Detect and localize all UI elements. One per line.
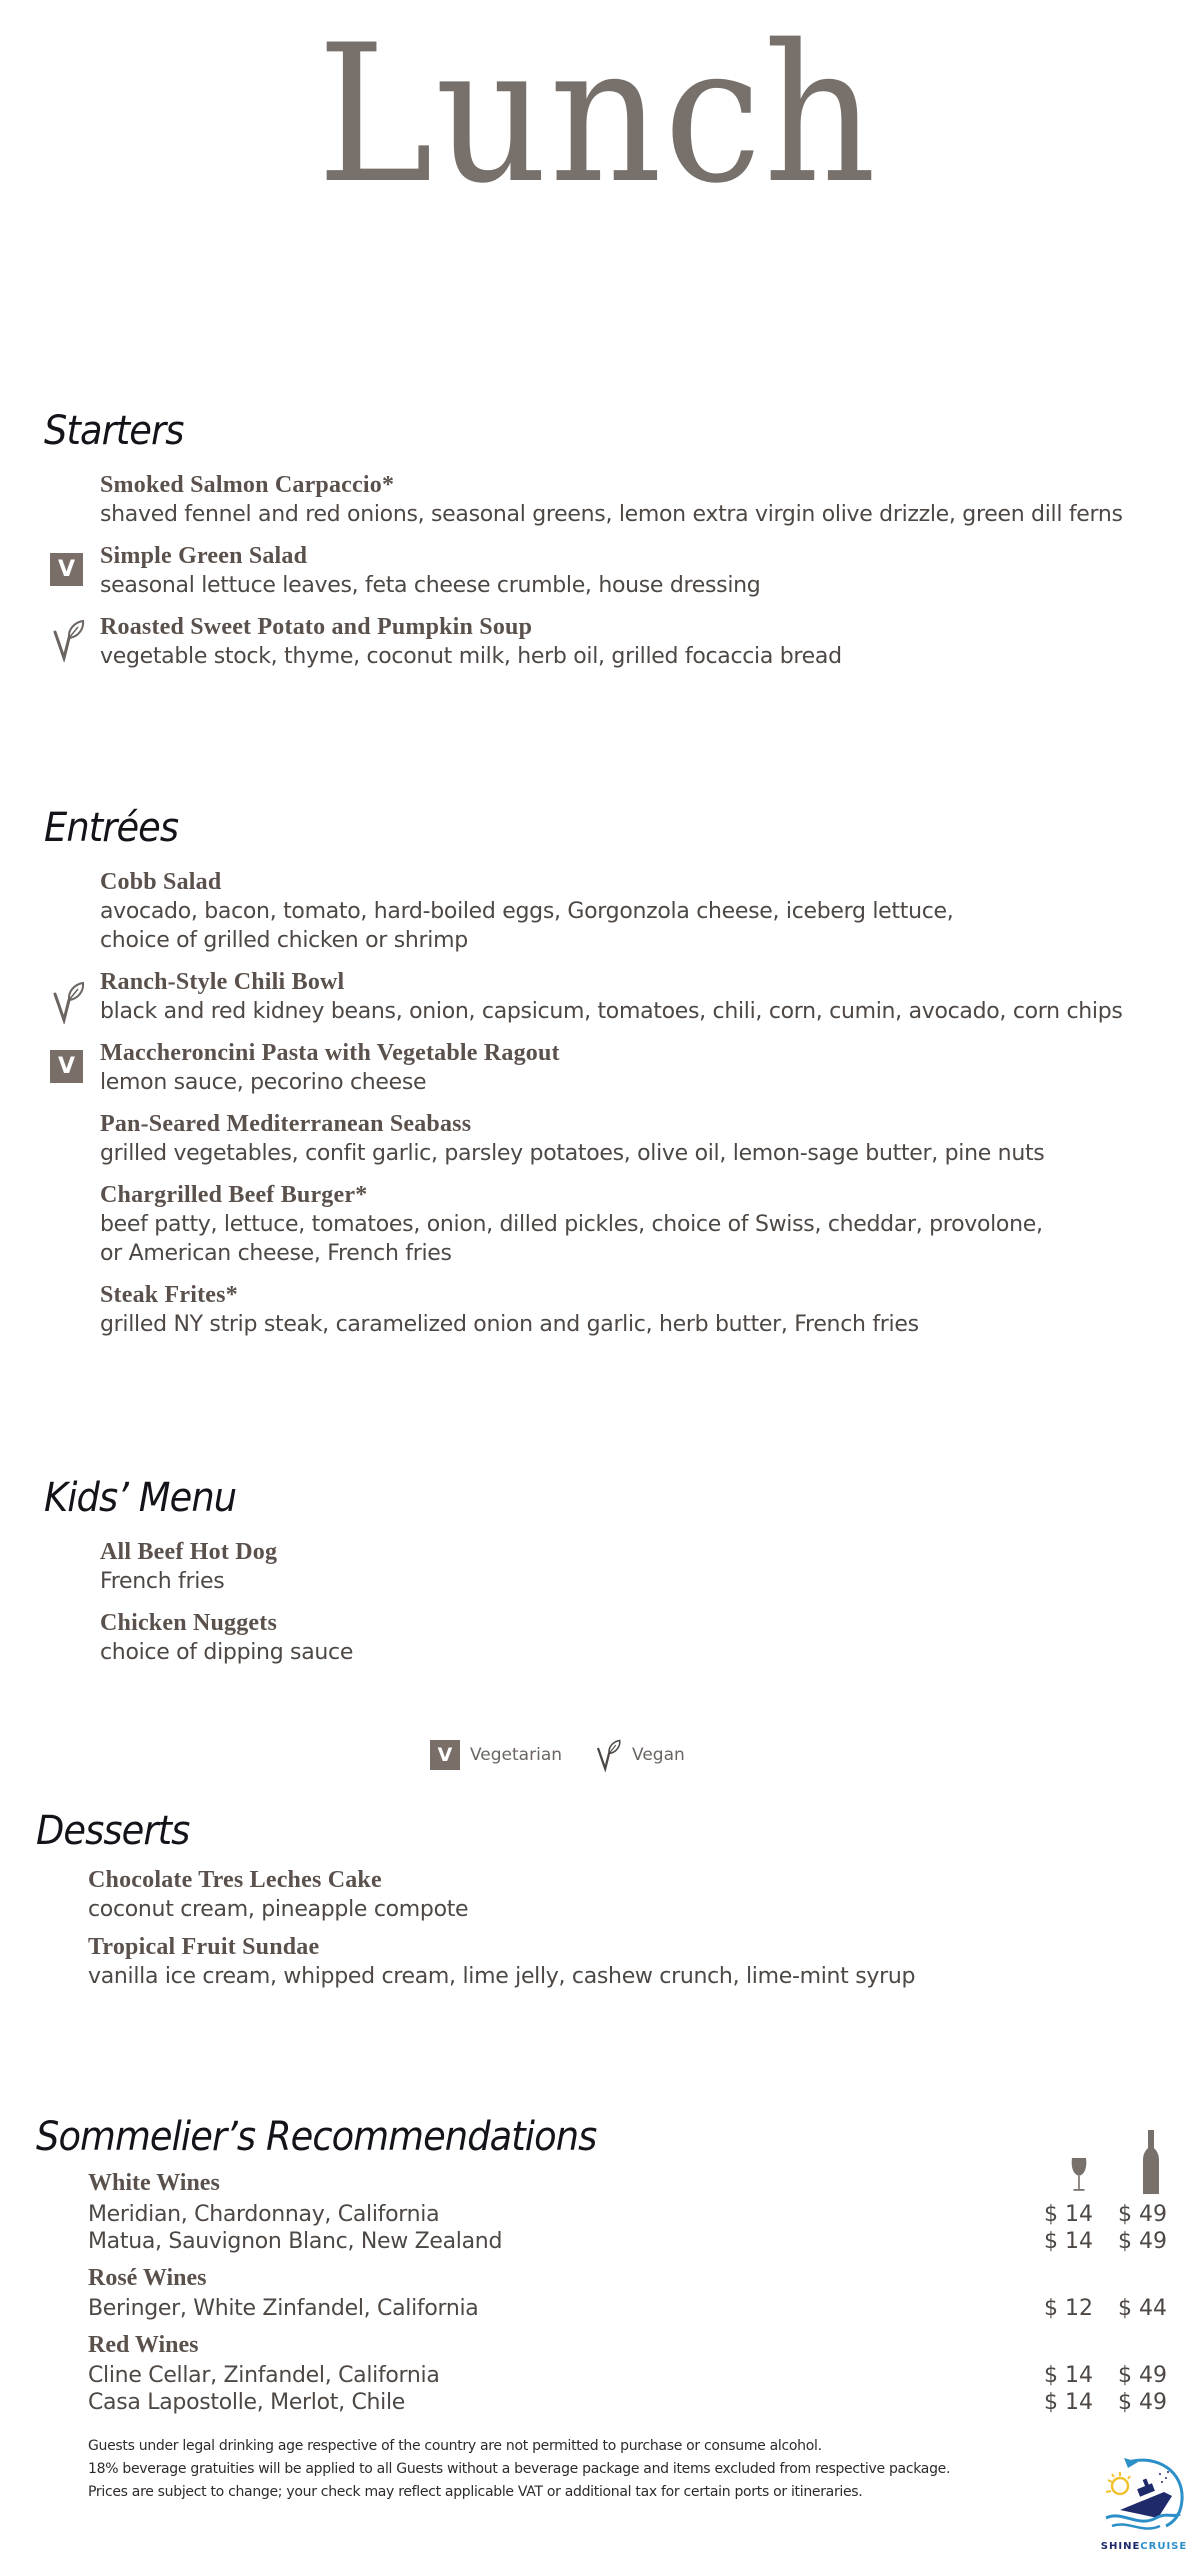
menu-item xyxy=(88,1932,915,1991)
section-heading-entrees: Entrées xyxy=(44,805,179,851)
section-heading-desserts: Desserts xyxy=(36,1808,190,1854)
item-description: lemon sauce, pecorino cheese xyxy=(100,1070,427,1095)
item-description: avocado, bacon, tomato, hard-boiled eggs, Gorgonzola cheese, iceberg lettuce, xyxy=(100,899,954,924)
bottle-price: $ 49 xyxy=(1118,2363,1167,2388)
item-name: Steak Frites* xyxy=(100,1282,238,1308)
item-name: Chicken Nuggets xyxy=(100,1610,278,1636)
menu-item xyxy=(100,1280,919,1339)
logo-word-cruise: CRUISE xyxy=(1140,2541,1188,2552)
wine-row xyxy=(88,2201,1168,2229)
shine-cruise-logo xyxy=(1098,2452,1190,2552)
note-line: Prices are subject to change; your check may reflect applicable VAT or additional tax for certain ports or itineraries. xyxy=(88,2484,863,2500)
logo-wordmark xyxy=(1098,2541,1190,2552)
menu-item xyxy=(100,1537,277,1596)
item-description: vegetable stock, thyme, coconut milk, herb oil, grilled focaccia bread xyxy=(100,644,842,669)
wine-row xyxy=(88,2362,1168,2390)
wine-category: White Wines xyxy=(88,2170,220,2196)
section-heading-starters: Starters xyxy=(44,408,184,454)
bottle-price: $ 49 xyxy=(1118,2202,1167,2227)
wine-name: Beringer, White Zinfandel, California xyxy=(88,2296,479,2321)
wine-name: Cline Cellar, Zinfandel, California xyxy=(88,2363,440,2388)
glass-price: $ 14 xyxy=(1044,2229,1093,2254)
item-name: Simple Green Salad xyxy=(100,543,308,569)
vegetarian-badge-icon: V xyxy=(430,1740,460,1770)
bottle-price: $ 49 xyxy=(1118,2229,1167,2254)
item-description: shaved fennel and red onions, seasonal greens, lemon extra virgin olive drizzle, green dill ferns xyxy=(100,502,1123,527)
item-description: beef patty, lettuce, tomatoes, onion, dilled pickles, choice of Swiss, cheddar, provolone, xyxy=(100,1212,1043,1237)
legend-vegetarian-label: Vegetarian xyxy=(470,1745,563,1765)
menu-item xyxy=(100,1109,1044,1168)
menu-item xyxy=(88,1865,468,1924)
menu-item xyxy=(100,470,1123,529)
item-description: French fries xyxy=(100,1569,225,1594)
glass-price: $ 14 xyxy=(1044,2390,1093,2415)
wine-row xyxy=(88,2228,1168,2256)
item-name: Roasted Sweet Potato and Pumpkin Soup xyxy=(100,614,533,640)
note-line: 18% beverage gratuities will be applied to all Guests without a beverage package and items excluded from respective package. xyxy=(88,2461,951,2477)
bottle-price: $ 49 xyxy=(1118,2390,1167,2415)
vegetarian-badge-icon: V xyxy=(50,553,83,586)
item-name: Chocolate Tres Leches Cake xyxy=(88,1867,382,1893)
menu-item xyxy=(100,1608,353,1667)
glass-price: $ 14 xyxy=(1044,2363,1093,2388)
wine-name: Meridian, Chardonnay, California xyxy=(88,2202,440,2227)
item-description: coconut cream, pineapple compote xyxy=(88,1897,469,1922)
item-description: vanilla ice cream, whipped cream, lime jelly, cashew crunch, lime-mint syrup xyxy=(88,1964,916,1989)
menu-item xyxy=(100,1038,560,1097)
item-name: Chargrilled Beef Burger* xyxy=(100,1182,368,1208)
item-description-continued: or American cheese, French fries xyxy=(100,1241,452,1266)
cruise-ship-icon xyxy=(1098,2452,1190,2534)
logo-word-shine: SHINE xyxy=(1100,2541,1141,2552)
menu-item xyxy=(100,967,1123,1026)
wine-category: Red Wines xyxy=(88,2332,199,2358)
item-name: Cobb Salad xyxy=(100,869,222,895)
wine-glass-icon xyxy=(1070,2157,1088,2193)
vegan-leaf-icon xyxy=(52,980,86,1024)
item-description: black and red kidney beans, onion, capsicum, tomatoes, chili, corn, cumin, avocado, corn chips xyxy=(100,999,1123,1024)
bottle-price: $ 44 xyxy=(1118,2296,1167,2321)
note-line: Guests under legal drinking age respective of the country are not permitted to purchase or consume alcohol. xyxy=(88,2438,822,2454)
item-name: Smoked Salmon Carpaccio* xyxy=(100,472,395,498)
section-heading-sommelier: Sommelier’s Recommendations xyxy=(36,2114,597,2160)
vegetarian-badge-icon: V xyxy=(50,1050,83,1083)
item-description: grilled vegetables, confit garlic, parsley potatoes, olive oil, lemon-sage butter, pine nuts xyxy=(100,1141,1045,1166)
wine-name: Casa Lapostolle, Merlot, Chile xyxy=(88,2390,406,2415)
item-name: Tropical Fruit Sundae xyxy=(88,1934,320,1960)
wine-name: Matua, Sauvignon Blanc, New Zealand xyxy=(88,2229,503,2254)
glass-price: $ 14 xyxy=(1044,2202,1093,2227)
vegan-leaf-icon xyxy=(52,618,86,662)
menu-item xyxy=(100,541,760,600)
item-name: All Beef Hot Dog xyxy=(100,1539,278,1565)
diet-legend xyxy=(430,1738,685,1772)
section-heading-kids-menu: Kids’ Menu xyxy=(44,1475,237,1521)
item-name: Ranch-Style Chili Bowl xyxy=(100,969,345,995)
wine-bottle-icon xyxy=(1142,2130,1160,2194)
vegan-leaf-icon xyxy=(596,1738,622,1772)
wine-category: Rosé Wines xyxy=(88,2265,207,2291)
item-name: Maccheroncini Pasta with Vegetable Ragout xyxy=(100,1040,560,1066)
wine-row xyxy=(88,2295,1168,2323)
menu-item xyxy=(100,1180,1043,1268)
item-description: grilled NY strip steak, caramelized onion and garlic, herb butter, French fries xyxy=(100,1312,919,1337)
item-description: seasonal lettuce leaves, feta cheese crumble, house dressing xyxy=(100,573,761,598)
page-title: Lunch xyxy=(317,4,878,225)
item-name: Pan-Seared Mediterranean Seabass xyxy=(100,1111,472,1137)
item-description-continued: choice of grilled chicken or shrimp xyxy=(100,928,468,953)
disclaimer-notes xyxy=(88,2435,950,2504)
menu-item xyxy=(100,867,953,955)
item-description: choice of dipping sauce xyxy=(100,1640,354,1665)
glass-price: $ 12 xyxy=(1044,2296,1093,2321)
legend-vegan-label: Vegan xyxy=(632,1745,685,1765)
menu-item xyxy=(100,612,842,671)
wine-row xyxy=(88,2389,1168,2417)
